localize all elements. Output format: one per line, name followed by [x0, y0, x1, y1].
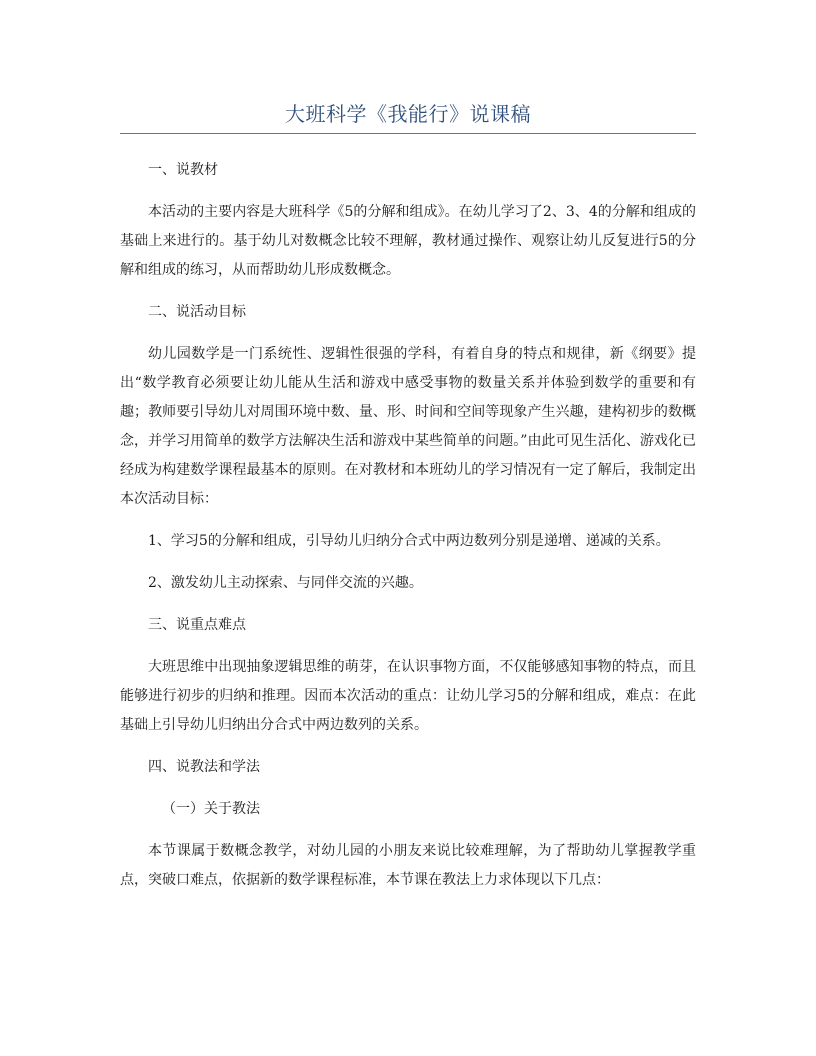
subsection-heading-teaching-method: （一）关于教法 — [162, 801, 260, 817]
paragraph-goal-2: 2、激发幼儿主动探索、与同伴交流的兴趣。 — [148, 575, 423, 591]
document-title: 大班科学《我能行》说课稿 — [285, 102, 531, 126]
section-heading-methods: 四、说教法和学法 — [148, 759, 260, 775]
paragraph-key-points: 大班思维中出现抽象逻辑思维的萌芽，在认识事物方面，不仅能够感知事物的特点，而且能够进行初步的归纳和推理。因而本次活动的重点：让幼儿学习5的分解和组成，难点：在此基础上引导幼儿归纳出分合式中两边数列的关系。 — [120, 659, 696, 733]
section-heading-materials: 一、说教材 — [148, 162, 218, 178]
title-divider — [120, 133, 696, 134]
paragraph-teaching-method: 本节课属于数概念教学，对幼儿园的小朋友来说比较难理解，为了帮助幼儿掌握教学重点，突破口难点，依据新的数学课程标准，本节课在教法上力求体现以下几点： — [120, 843, 696, 888]
paragraph-materials: 本活动的主要内容是大班科学《5的分解和组成》。在幼儿学习了2、3、4的分解和组成的基础上来进行的。基于幼儿对数概念比较不理解，教材通过操作、观察让幼儿反复进行5的分解和组成的练习，从而帮助幼儿形成数概念。 — [120, 204, 696, 278]
section-heading-key-points: 三、说重点难点 — [148, 617, 246, 633]
document-body — [120, 156, 696, 908]
section-heading-goals: 二、说活动目标 — [148, 304, 246, 320]
paragraph-goals-intro: 幼儿园数学是一门系统性、逻辑性很强的学科，有着自身的特点和规律，新《纲要》提出“数学教育必须要让幼儿能从生活和游戏中感受事物的数量关系并体验到数学的重要和有趣；教师要引导幼儿对周围环境中数、量、形、时间和空间等现象产生兴趣，建构初步的数概念，并学习用简单的数学方法解决生活和游戏中某些简单的问题。”由此可见生活化、游戏化已经成为构建数学课程最基本的原则。在对教材和本班幼儿的学习情况有一定了解后，我制定出本次活动目标： — [120, 346, 696, 507]
paragraph-goal-1: 1、学习5的分解和组成，引导幼儿归纳分合式中两边数列分别是递增、递减的关系。 — [148, 533, 670, 549]
